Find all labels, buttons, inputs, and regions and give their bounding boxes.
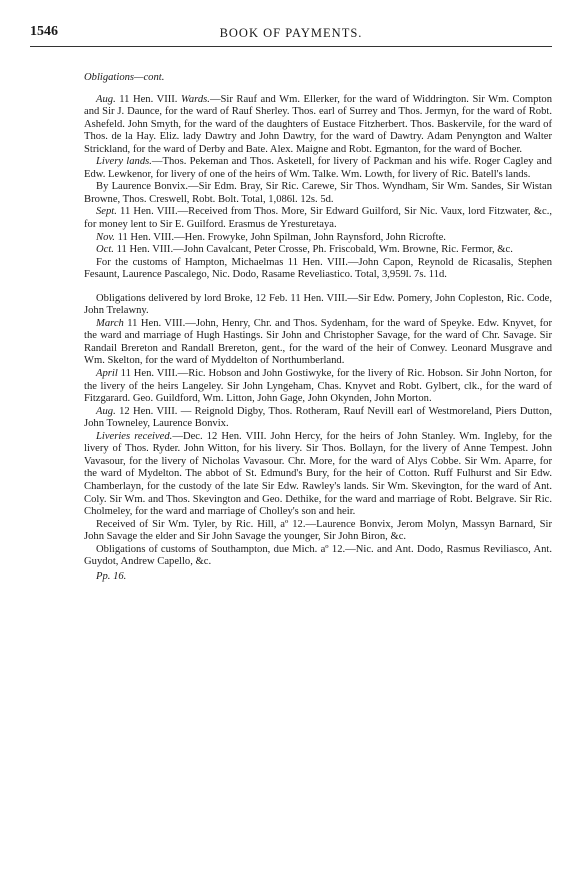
entry-paragraph bbox=[84, 244, 552, 257]
entry-date: Nov. bbox=[96, 231, 115, 243]
section-heading: Obligations—cont. bbox=[84, 72, 165, 83]
entry-regnal-year: 11 Hen. VIII. bbox=[115, 93, 181, 105]
entry-text: Obligations of customs of Southampton, due Mich. aº 12.—Nic. and Ant. Dodo, Rasmus Reviliasco, Ant. Guydot, Andrew Capello, &c. bbox=[84, 543, 552, 568]
entry-paragraph bbox=[84, 293, 552, 318]
entry-paragraph bbox=[84, 368, 552, 406]
entry-paragraph bbox=[84, 519, 552, 544]
page-number: 1546 bbox=[30, 24, 58, 39]
entry-text: 11 Hen. VIII.—Ric. Hobson and John Gostiwyke, for the livery of Ric. Hobson. Sir John Norton, for the livery of the heirs Langeley. Sir John Lyngeham, Chas. Knyvet and Robt. Gylbert, clk., for the ward of Fitzgarard. Geo. Guildford, Wm. Litton, John Gage, John Okynden, John Morton. bbox=[84, 368, 552, 405]
entry-text: 11 Hen. VIII.—John Cavalcant, Peter Crosse, Ph. Friscobald, Wm. Browne, Ric. Fermor, &c. bbox=[113, 244, 513, 256]
entry-text: 11 Hen. VIII.—Hen. Frowyke, John Spilman, John Raynsford, John Ricrofte. bbox=[114, 231, 446, 243]
entry-text: —Sir Rauf and Wm. Ellerker, for the ward of Widdrington. Sir Wm. Compton and Sir J. Daunce, for the ward of Rauf Sherley. Thos. earl of Surrey and Thos. Jermyn, for the ward of Robt. Ashefeld. John Smyth, for the ward of the daughters of Eustace Fitzherbert. Thos. Baskervile, for the ward of Thos. de la Hay. Eliz. lady Dawtry and John Dawtry, for the ward of Dawtry. Adam Penyngton and Walter Strickland, for the ward of Derby and Bate. Alex. Maigne and Robt. Egmanton, for the ward of Bocher. bbox=[84, 93, 552, 155]
entry-text: Received of Sir Wm. Tyler, by Ric. Hill, aº 12.—Laurence Bonvix, Jerom Molyn, Massyn Barnard, Sir John Savage the elder and Sir John Savage the younger, Sir John Biron, &c. bbox=[84, 518, 552, 543]
entry-paragraph bbox=[84, 431, 552, 519]
entry-text: 12 Hen. VIII. — Reignold Digby, Thos. Rotheram, Rauf Nevill earl of Westmoreland, Piers Dutton, John Towneley, Laurence Bonvix. bbox=[84, 405, 552, 430]
page-header bbox=[30, 24, 552, 46]
footer-reference: Pp. 16. bbox=[96, 570, 127, 582]
entries bbox=[84, 94, 552, 569]
document-body bbox=[84, 72, 552, 583]
entry-text: —Thos. Pekeman and Thos. Asketell, for livery of Packman and his wife. Roger Cagley and Edw. Lewkenor, for livery of one of the heirs of Wm. Talke. Wm. Lowth, for livery of Ric. Batell's lands. bbox=[84, 156, 552, 180]
entry-text: 11 Hen. VIII.—Received from Thos. More, Sir Edward Guilford, Sir Nic. Vaux, lord Fitzwater, &c., for money lent to Sir E. Guilford. Erasmus de Yresturetaya. bbox=[84, 206, 552, 231]
entry-category: Wards. bbox=[180, 93, 210, 105]
entry-text: Obligations delivered by lord Broke, 12 Feb. 11 Hen. VIII.—Sir Edw. Pomery, John Copleston, Ric. Code, John Trelawny. bbox=[84, 292, 552, 317]
entry-paragraph bbox=[84, 206, 552, 231]
entry-date: Aug. bbox=[96, 93, 116, 105]
entry-date: Aug. bbox=[96, 405, 116, 417]
running-title: BOOK OF PAYMENTS. bbox=[219, 26, 363, 40]
entry-text: For the customs of Hampton, Michaelmas 11 Hen. VIII.—John Capon, Reynold de Ricasalis, Stephen Fesaunt, Laurence Pascalego, Nic. Dodo, Rasame Reveliastico. Total, 3,959l. 7s. 11d. bbox=[84, 256, 552, 281]
entry-category: Livery lands. bbox=[96, 156, 152, 168]
header-rule bbox=[30, 46, 552, 47]
entry-paragraph bbox=[84, 318, 552, 368]
entry-paragraph bbox=[84, 156, 552, 181]
entry-paragraph bbox=[84, 257, 552, 282]
entry-date: March bbox=[96, 317, 124, 329]
entry-text: 11 Hen. VIII.—John, Henry, Chr. and Thos. Sydenham, for the ward of Speyke. Edw. Knyvet, for the ward and marriage of Hugh Hastings. Sir John and Christopher Savage, for the ward of Chr. Savage. Sir Randail Brereton and Randall Brereton, gent., for the ward of the heir of Conwey. Leonard Musgrave and Wm. Skelton, for the ward of Myddelton of Northumberland. bbox=[84, 317, 552, 367]
entry-text: By Laurence Bonvix.—Sir Edm. Bray, Sir Ric. Carewe, Sir Thos. Wyndham, Sir Wm. Sandes, Sir Wistan Browne, Thos. Creswell, Robt. Bolt. Total, 1,086l. 12s. 5d. bbox=[84, 181, 552, 205]
entry-paragraph bbox=[84, 406, 552, 431]
entry-paragraph bbox=[84, 181, 552, 206]
entry-paragraph bbox=[84, 94, 552, 157]
entry-category: Liveries received. bbox=[96, 430, 173, 442]
entry-date: Sept. bbox=[96, 206, 117, 218]
entry-paragraph bbox=[84, 544, 552, 569]
entry-date: April bbox=[96, 368, 118, 380]
entry-paragraph bbox=[84, 232, 552, 245]
entry-text: —Dec. 12 Hen. VIII. John Hercy, for the heirs of John Stanley. Wm. Ingleby, for the livery of Thos. Ryder. John Witton, for his livery. Sir Thos. Bollayn, for the livery of Anne Tempest. John Vavasour, for the livery of Nicholas Vavasour. Chr. More, for the ward of Alys Cobbe. Sir Wm. Aparre, for the ward of Mydelton. The abbot of St. Edmund's Bury, for the heir of Cotton. Ruff Fulhurst and Sir Edw. Chamberlayn, for the custody of the late Sir Edw. Rawley's lands. Sir Wm. Skevington, for the ward of Ant. Coly. Sir Wm. and Thos. Skevington and Geo. Dethike, for the ward and marriage of Robt. Belgrave. Sir Ric. Cholmeley, for the ward and marriage of Cholley's son and heir. bbox=[84, 430, 553, 518]
entry-date: Oct. bbox=[96, 244, 114, 256]
